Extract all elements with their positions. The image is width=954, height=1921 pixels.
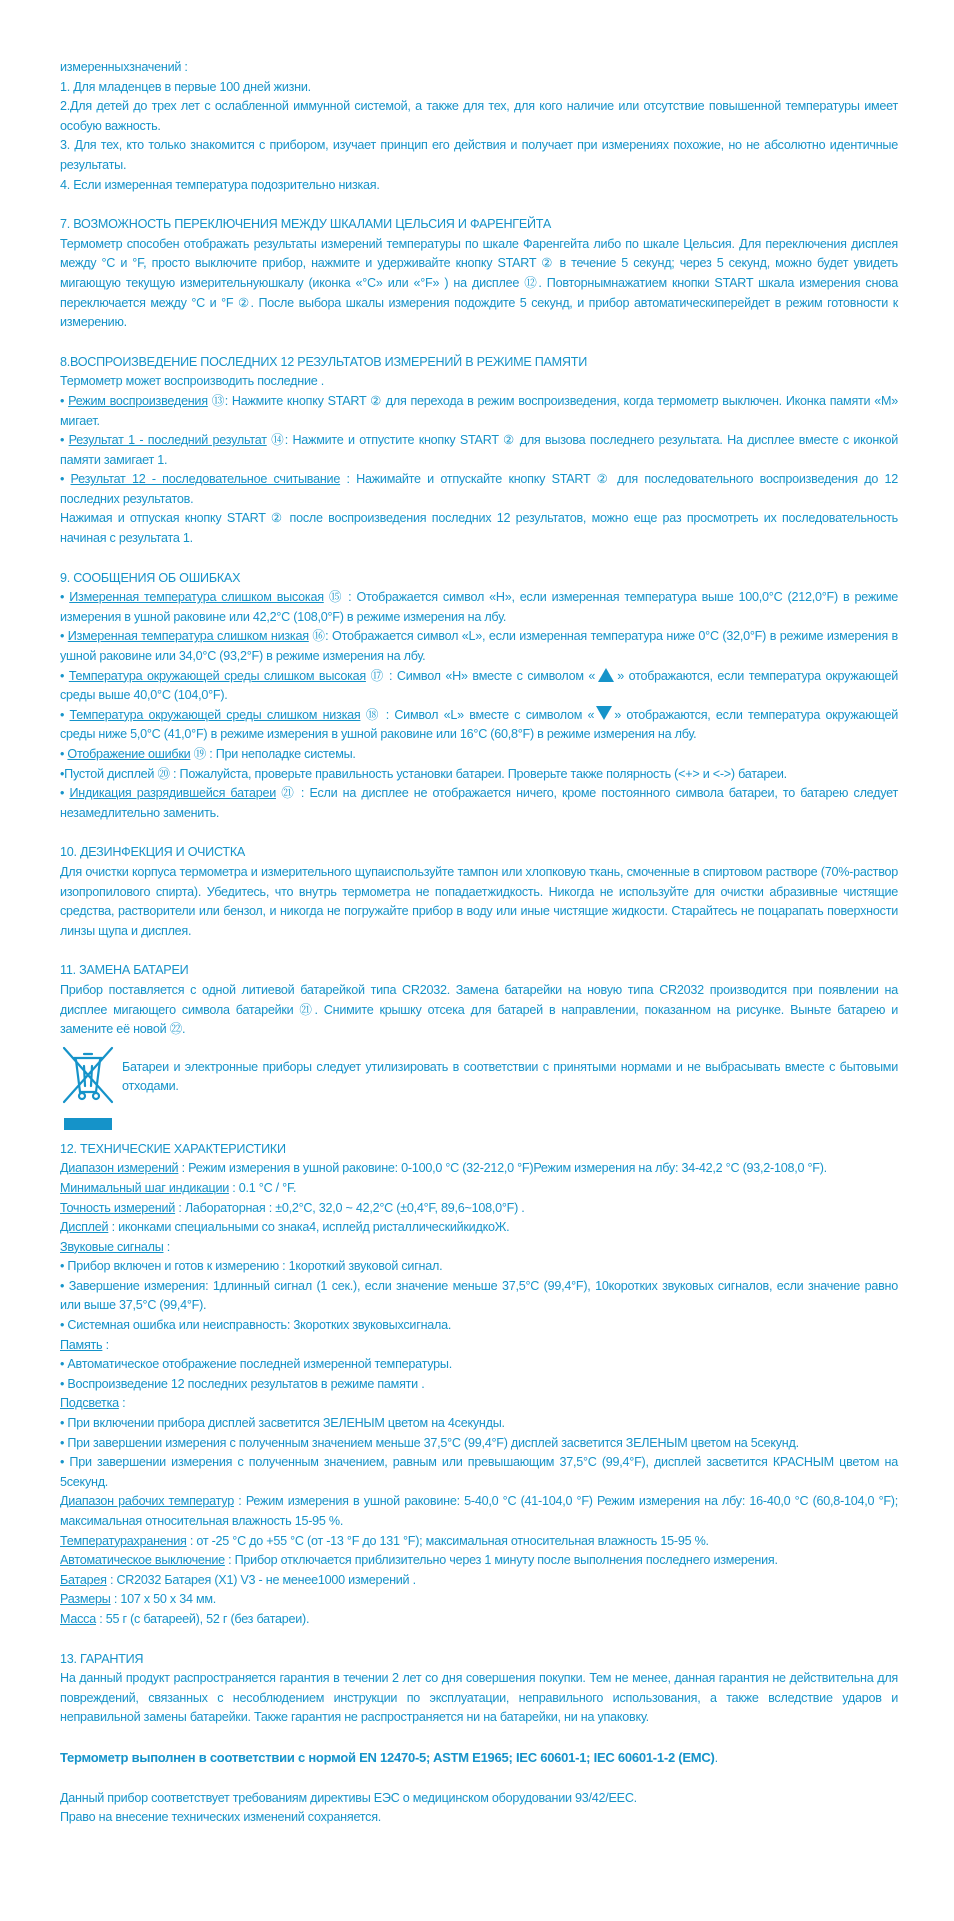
spec-item: • При завершении измерения с полученным значением, равным или превышающим 37,5°C (99,4°F), дисплей засветится КРАСНЫМ цветом на 5секунд.: [60, 1455, 898, 1489]
spec-line: [60, 1551, 898, 1571]
spec-value: : Режим измерения в ушной раковине: 0-100,0 °C (32-212,0 °F)Режим измерения на лбу: 34-42,2 °C (93,2-108,0 °F).: [178, 1161, 827, 1176]
intro-line: измеренныхзначений :: [60, 60, 188, 74]
spec-item: • Системная ошибка или неисправность: 3коротких звуковыхсигнала.: [60, 1318, 452, 1333]
section-body: Прибор поставляется с одной литиевой батарейкой типа CR2032. Замена батарейки на новую типа CR2032 производится при появлении на дисплее мигающего символа батарейки ㉑. Снимите крышку отсека для батарей в направлении, показанном на рисунке. Выньте батарею и замените её новой ㉒.: [60, 982, 898, 1037]
spec-line: [60, 1492, 898, 1531]
list-item: • Температура окружающей среды слишком низкая ⑱ : Символ «L» вместе с символом « » отображаются, если температура окружающей среды ниже 5,0°C (41,0°F) в режиме измерения в ушной раковине или 16°C (60,8°F) в режиме измерения на лбу.: [60, 707, 898, 742]
list-item: • Измеренная температура слишком низкая ⑯: Отображается символ «L», если измеренная температура ниже 0°C (32,0°F) в режиме измерения в ушной раковине или 34,0°C (93,2°F) в режиме измерения на лбу.: [60, 629, 898, 664]
directive-line: Данный прибор соответствует требованиям директивы ЕЭС о медицинском оборудовании 93/42/EEC.: [60, 1790, 637, 1805]
spec-label: Звуковые сигналы: [60, 1239, 164, 1254]
section-outro: Нажимая и отпуская кнопку START ② после воспроизведения последних 12 результатов, можно еще раз просмотреть их последовательность начиная с результата 1.: [60, 511, 898, 546]
spec-label: Батарея: [60, 1572, 107, 1587]
spec-value: : Лабораторная : ±0,2°C, 32,0 ~ 42,2°C (±0,4°F, 89,6~108,0°F) .: [175, 1200, 525, 1215]
spec-item: • Завершение измерения: 1длинный сигнал (1 сек.), если значение меньше 37,5°C (99,4°F), 10коротких звуковых сигналов, если значение равно или выше 37,5°C (99,4°F).: [60, 1278, 898, 1313]
spec-label: Диапазон рабочих температур: [60, 1494, 234, 1509]
section-intro: Термометр может воспроизводить последние .: [60, 374, 324, 389]
list-item: • Измеренная температура слишком высокая ⑮ : Отображается символ «H», если измеренная температура выше 100,0°C (212,0°F) в режиме измерения в ушной раковине или 42,2°C (108,0°F) в режиме измерения на лбу.: [60, 590, 898, 624]
intro-item: 1. Для младенцев в первые 100 дней жизни.: [60, 79, 311, 94]
intro-item: 3. Для тех, кто только знакомится с прибором, изучает принцип его действия и получает при измерениях похожие, но не абсолютно идентичные результаты.: [60, 138, 898, 172]
spec-line: [60, 1336, 898, 1356]
section-body: На данный продукт распространяется гарантия в течении 2 лет со дня совершения покупки. Тем не менее, данная гарантия не действительна для повреждений, связанных с несоблюдением инструкции по эксплуатации, неправильного использования, а также вследствие ударов и неправильной замены батарейки. Также гарантия не распространяется ни на батарейки, ни на упаковку.: [60, 1671, 898, 1725]
item-text: ⑬: Нажмите кнопку START ② для перехода в режим воспроизведения, когда термометр выключен. Иконка памяти «M» мигает.: [60, 393, 899, 428]
section-title: 7. ВОЗМОЖНОСТЬ ПЕРЕКЛЮЧЕНИЯ МЕЖДУ ШКАЛАМИ ЦЕЛЬСИЯ И ФАРЕНГЕЙТА: [60, 217, 551, 232]
item-label: Результат 1 - последний результат: [68, 433, 267, 448]
spec-label: Температурахранения: [60, 1533, 187, 1548]
section-body: Термометр способен отображать результаты измерений температуры по шкале Фаренгейта либо по шкале Цельсия. Для переключения дисплея между °C и °F, просто выключите прибор, нажмите и удерживайте кнопку START ② в течение 5 секунд; через 5 секунд, можно будет увидеть мигающую текущую измерительнуюшкалу (иконка «°C» или «°F» ) на дисплее ⑫. Повторнымнажатием кнопки START шкала измерения снова переключается между °C и °F ②. После выбора шкалы измерения подождите 5 секунд, и прибор автоматическиперейдет в режим готовности к измерению.: [60, 236, 898, 330]
spec-line: [60, 1571, 898, 1591]
section-title: 11. ЗАМЕНА БАТАРЕИ: [60, 963, 189, 978]
item-label: Результат 12 - последовательное считывание: [70, 472, 341, 487]
item-text: ⑱ : Символ «L» вместе с символом «: [360, 707, 595, 722]
spec-label: Размеры: [60, 1592, 111, 1607]
spec-line: [60, 1159, 898, 1179]
section-title: 9. СООБЩЕНИЯ ОБ ОШИБКАХ: [60, 570, 241, 585]
spec-label: Минимальный шаг индикации: [60, 1180, 230, 1195]
intro-item: 4. Если измеренная температура подозрительно низкая.: [60, 177, 380, 192]
spec-value: : CR2032 Батарея (X1) V3 - не менее1000 измерений .: [106, 1572, 416, 1587]
item-label: Индикация разрядившейся батареи: [69, 786, 276, 801]
rights-line: Право на внесение технических изменений сохраняется.: [60, 1810, 382, 1825]
spec-label: Точность измерений: [60, 1200, 176, 1215]
item-text: ⑲ : При неполадке системы.: [190, 747, 356, 761]
weee-notice: [60, 1044, 898, 1106]
intro-item: 2.Для детей до трех лет с ослабленной иммунной системой, а также для тех, для кого наличие или отсутствие повышенной температуры имеет особую важность.: [60, 99, 898, 133]
spec-value: : 55 г (с батареей), 52 г (без батареи).: [95, 1611, 310, 1626]
triangle-up-icon: [598, 668, 614, 682]
triangle-down-icon: [596, 706, 612, 720]
spec-label: Память: [60, 1337, 103, 1352]
crossed-bin-icon: [60, 1044, 116, 1106]
spec-line: [60, 1610, 898, 1630]
list-item: • Результат 12 - последовательное считывание : Нажимайте и отпускайте кнопку START ② для последовательного воспроизведения до 12 последних результатов.: [60, 472, 898, 506]
norm-end: .: [714, 1750, 718, 1765]
section-title: 10. ДЕЗИНФЕКЦИЯ И ОЧИСТКА: [60, 845, 246, 860]
list-item: • Индикация разрядившейся батареи ㉑ : Если на дисплее не отображается ничего, кроме постоянного символа батареи, то батарею следует незамедлительно заменить.: [60, 786, 898, 820]
spec-line: [60, 1218, 898, 1238]
item-label: Температура окружающей среды слишком высокая: [68, 668, 366, 683]
item-label: Измеренная температура слишком высокая: [69, 590, 324, 605]
weee-text: Батареи и электронные приборы следует утилизировать в соответствии с принятыми нормами и не выбрасывать вместе с бытовыми отходами.: [122, 1059, 898, 1094]
list-item: •Пустой дисплей ⑳ : Пожалуйста, проверьте правильность установки батареи. Проверьте также полярность (<+> и <->) батареи.: [60, 766, 787, 781]
norm-statement: [60, 1748, 898, 1769]
list-item: • Отображение ошибки ⑲ : При неполадке системы.: [60, 747, 356, 761]
spec-label: Диапазон измерений: [60, 1161, 179, 1176]
section-title: 8.ВОСПРОИЗВЕДЕНИЕ ПОСЛЕДНИХ 12 РЕЗУЛЬТАТОВ ИЗМЕРЕНИЙ В РЕЖИМЕ ПАМЯТИ: [60, 354, 587, 369]
spec-item: • Воспроизведение 12 последних результатов в режиме памяти .: [60, 1376, 425, 1391]
spec-value: : 107 x 50 x 34 мм.: [110, 1592, 217, 1607]
spec-value: : от -25 °C до +55 °C (от -13 °F до 131 °F); максимальная относительная влажность 15-95 %.: [186, 1533, 709, 1548]
list-item: • Результат 1 - последний результат ⑭: Нажмите и отпустите кнопку START ② для вызова последнего результата. На дисплее вместе с иконкой памяти замигает 1.: [60, 433, 898, 467]
section-title: 13. ГАРАНТИЯ: [60, 1651, 144, 1666]
item-text: ⑯: Отображается символ «L», если измеренная температура ниже 0°C (32,0°F) в режиме измерения в ушной раковине или 34,0°C (93,2°F) в режиме измерения на лбу.: [60, 629, 898, 664]
spec-item: • Автоматическое отображение последней измеренной температуры.: [60, 1357, 452, 1372]
spec-label: Масса: [60, 1611, 96, 1626]
separator-bar: [64, 1118, 112, 1130]
item-label: Режим воспроизведения: [68, 393, 208, 408]
spec-colon: :: [118, 1396, 126, 1411]
norm-text: Термометр выполнен в соответствии с нормой EN 12470-5; ASTM E1965; IEC 60601-1; IEC 60601-1-2 (EMC): [60, 1749, 715, 1765]
section-title: 12. ТЕХНИЧЕСКИЕ ХАРАКТЕРИСТИКИ: [60, 1141, 286, 1156]
item-text: ⑮ : Отображается символ «H», если измеренная температура выше 100,0°C (212,0°F) в режиме измерения в ушной раковине или 42,2°C (108,0°F) в режиме измерения на лбу.: [60, 590, 898, 624]
item-text: ⑰ : Символ «H» вместе с символом «: [365, 668, 596, 683]
spec-colon: :: [102, 1337, 109, 1352]
spec-colon: :: [163, 1239, 171, 1254]
list-item: • Режим воспроизведения ⑬: Нажмите кнопку START ② для перехода в режим воспроизведения, когда термометр выключен. Иконка памяти «M» мигает.: [60, 393, 899, 428]
document-page: [60, 58, 898, 1828]
spec-line: [60, 1394, 898, 1414]
item-text: ㉑ : Если на дисплее не отображается ничего, кроме постоянного символа батареи, то батарею следует незамедлительно заменить.: [60, 786, 898, 820]
spec-item: • При включении прибора дисплей засветится ЗЕЛЕНЫМ цветом на 4секунды.: [60, 1416, 505, 1431]
spec-label: Дисплей: [60, 1220, 109, 1235]
item-text: » отображаются, если температура окружающей среды выше 40,0°C (104,0°F).: [60, 668, 898, 703]
spec-line: [60, 1590, 898, 1610]
section-body: Для очистки корпуса термометра и измерительного щупаиспользуйте тампон или хлопковую ткань, смоченные в спиртовом растворе (70%-раствор изопропилового спирта). Убедитесь, что внутрь термометра не попадаетжидкость. Никогда не используйте для очистки абразивные чистящие средства, растворители или бензол, и никогда не погружайте прибор в воду или иные чистящие жидкости. Старайтесь не поцарапать поверхности линзы щупа и дисплея.: [60, 864, 898, 938]
item-label: Отображение ошибки: [67, 747, 191, 761]
item-label: Температура окружающей среды слишком низкая: [69, 707, 361, 722]
spec-item: • При завершении измерения с полученным значением меньше 37,5°C (99,4°F) дисплей засветится ЗЕЛЕНЫМ цветом на 5секунд.: [60, 1435, 799, 1450]
spec-line: [60, 1238, 898, 1258]
spec-value: : Прибор отключается приблизительно через 1 минуту после выполнения последнего измерения.: [224, 1553, 778, 1568]
item-text: ⑭: Нажмите и отпустите кнопку START ② для вызова последнего результата. На дисплее вместе с иконкой памяти замигает 1.: [60, 433, 898, 467]
spec-label: Подсветка: [60, 1396, 119, 1411]
spec-value: : Режим измерения в ушной раковине: 5-40,0 °C (41-104,0 °F) Режим измерения на лбу: 16-40,0 °C (60,8-104,0 °F); максимальная относительная влажность 15-95 %.: [60, 1494, 899, 1528]
spec-line: [60, 1532, 898, 1552]
spec-value: : 0.1 °C / °F.: [229, 1180, 297, 1195]
spec-line: [60, 1179, 898, 1199]
spec-value: : иконками специальными со знака4, исплейд ристаллическийкидкоЖ.: [108, 1220, 510, 1235]
item-text: » отображаются, если температура окружающей среды ниже 5,0°C (41,0°F) в режиме измерения в ушной раковине или 16°C (60,8°F) в режиме измерения на лбу.: [60, 707, 898, 742]
item-label: Измеренная температура слишком низкая: [67, 629, 309, 644]
spec-label: Автоматическое выключение: [60, 1553, 225, 1568]
item-text: : Нажимайте и отпускайте кнопку START ② для последовательного воспроизведения до 12 последних результатов.: [60, 472, 898, 506]
list-item: • Температура окружающей среды слишком высокая ⑰ : Символ «H» вместе с символом « » отображаются, если температура окружающей среды выше 40,0°C (104,0°F).: [60, 668, 898, 703]
spec-item: • Прибор включен и готов к измерению : 1короткий звуковой сигнал.: [60, 1259, 443, 1274]
spec-line: [60, 1199, 898, 1219]
